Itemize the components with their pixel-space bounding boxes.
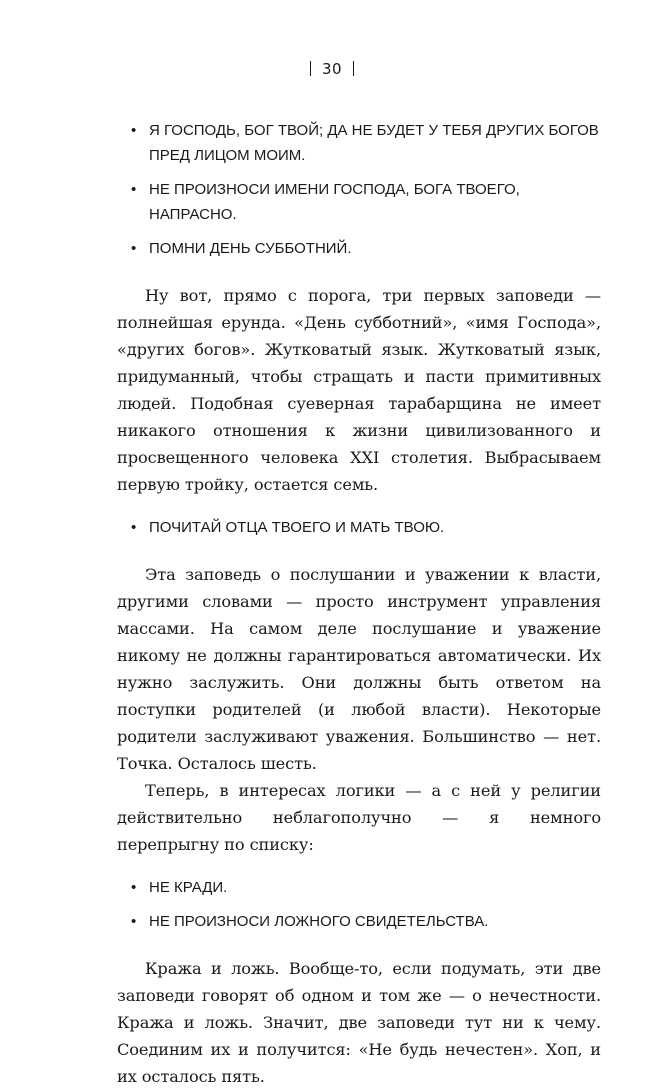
- page-number: 30: [321, 60, 343, 78]
- commandment-item: • НЕ ПРОИЗНОСИ ИМЕНИ ГОСПОДА, БОГА ТВОЕГО, НАПРАСНО.: [117, 177, 601, 227]
- body-paragraph: Теперь, в интересах логики — а с ней у религии действительно неблагополучно — я немного перепрыгну по списку:: [117, 781, 601, 854]
- commandments-list-1: [117, 118, 601, 261]
- commandment-item: • НЕ ПРОИЗНОСИ ЛОЖНОГО СВИДЕТЕЛЬСТВА.: [117, 909, 601, 934]
- body-paragraph: Эта заповедь о послушании и уважении к власти, другими словами — просто инструмент управления массами. На самом деле послушание и уважение никому не должны гарантироваться автоматически. Их нужно заслужить. Они должны быть ответом на поступки родителей (и любой власти). Некоторые родители заслуживают уважения. Большинство — нет. Точка. Осталось шесть.: [117, 565, 601, 773]
- commandment-item: • ПОМНИ ДЕНЬ СУББОТНИЙ.: [117, 236, 601, 261]
- commandment-item: • НЕ КРАДИ.: [117, 875, 601, 900]
- header-rule-right: [353, 61, 354, 76]
- commandments-list-2: [117, 515, 601, 540]
- commandments-list-3: [117, 875, 601, 934]
- commandment-item: • Я ГОСПОДЬ, БОГ ТВОЙ; ДА НЕ БУДЕТ У ТЕБЯ ДРУГИХ БОГОВ ПРЕД ЛИЦОМ МОИМ.: [117, 118, 601, 168]
- body-paragraph: Кража и ложь. Вообще-то, если подумать, эти две заповеди говорят об одном и том же — о нечестности. Кража и ложь. Значит, две заповеди тут ни к чему. Соединим их и получится: «Не будь нечестен». Хоп, и их осталось пять.: [117, 959, 601, 1086]
- body-paragraph: Ну вот, прямо с порога, три первых заповеди — полнейшая ерунда. «День субботний», «имя Господа», «других богов». Жутковатый язык. Жутковатый язык, придуманный, чтобы стращать и пасти примитивных людей. Подобная суеверная тарабарщина не имеет никакого отношения к жизни цивилизованного и просвещенного человека XXI столетия. Выбрасываем первую тройку, остается семь.: [117, 286, 601, 494]
- page-header: [0, 60, 664, 78]
- header-rule-left: [310, 61, 311, 76]
- page-body: [117, 118, 601, 1090]
- commandment-item: • ПОЧИТАЙ ОТЦА ТВОЕГО И МАТЬ ТВОЮ.: [117, 515, 601, 540]
